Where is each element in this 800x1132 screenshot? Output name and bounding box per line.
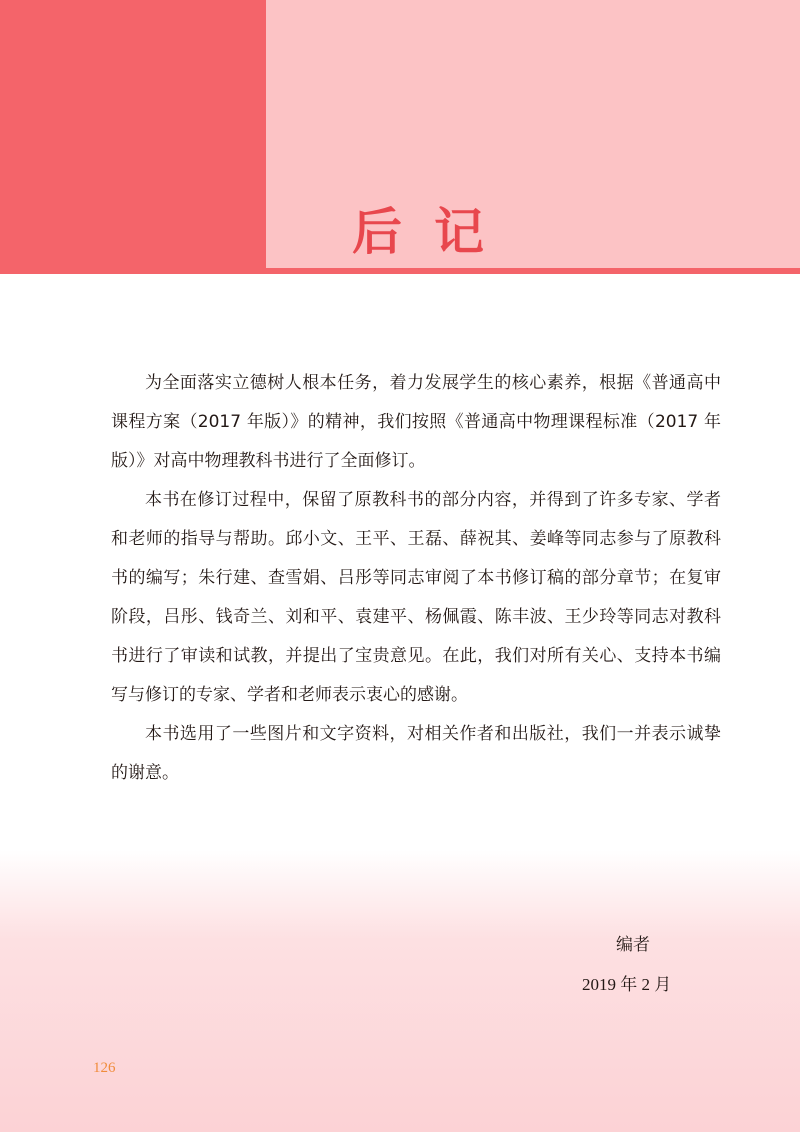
page-number: 126 xyxy=(93,1060,116,1076)
signature: 编者 xyxy=(616,935,650,955)
header-block-light xyxy=(266,0,800,268)
page-title: 后记 xyxy=(352,203,516,261)
header-block-dark xyxy=(0,0,266,268)
paragraph-1: 为全面落实立德树人根本任务，着力发展学生的核心素养，根据《普通高中课程方案（2017 年版）》的精神，我们按照《普通高中物理课程标准（2017 年版）》对高中物理教科书进行了全面修订。 xyxy=(111,373,721,471)
afterword-body xyxy=(111,364,721,793)
paragraph-2: 本书在修订过程中，保留了原教科书的部分内容，并得到了许多专家、学者和老师的指导与帮助。邱小文、王平、王磊、薛祝其、姜峰等同志参与了原教科书的编写；朱行建、查雪娟、吕彤等同志审阅了本书修订稿的部分章节；在复审阶段，吕彤、钱奇兰、刘和平、袁建平、杨佩霞、陈丰波、王少玲等同志对教科书进行了审读和试教，并提出了宝贵意见。在此，我们对所有关心、支持本书编写与修订的专家、学者和老师表示衷心的感谢。 xyxy=(111,490,721,705)
paragraph-3: 本书选用了一些图片和文字资料，对相关作者和出版社，我们一并表示诚挚的谢意。 xyxy=(111,724,721,783)
date: 2019 年 2 月 xyxy=(582,975,672,994)
header-divider xyxy=(0,268,800,274)
